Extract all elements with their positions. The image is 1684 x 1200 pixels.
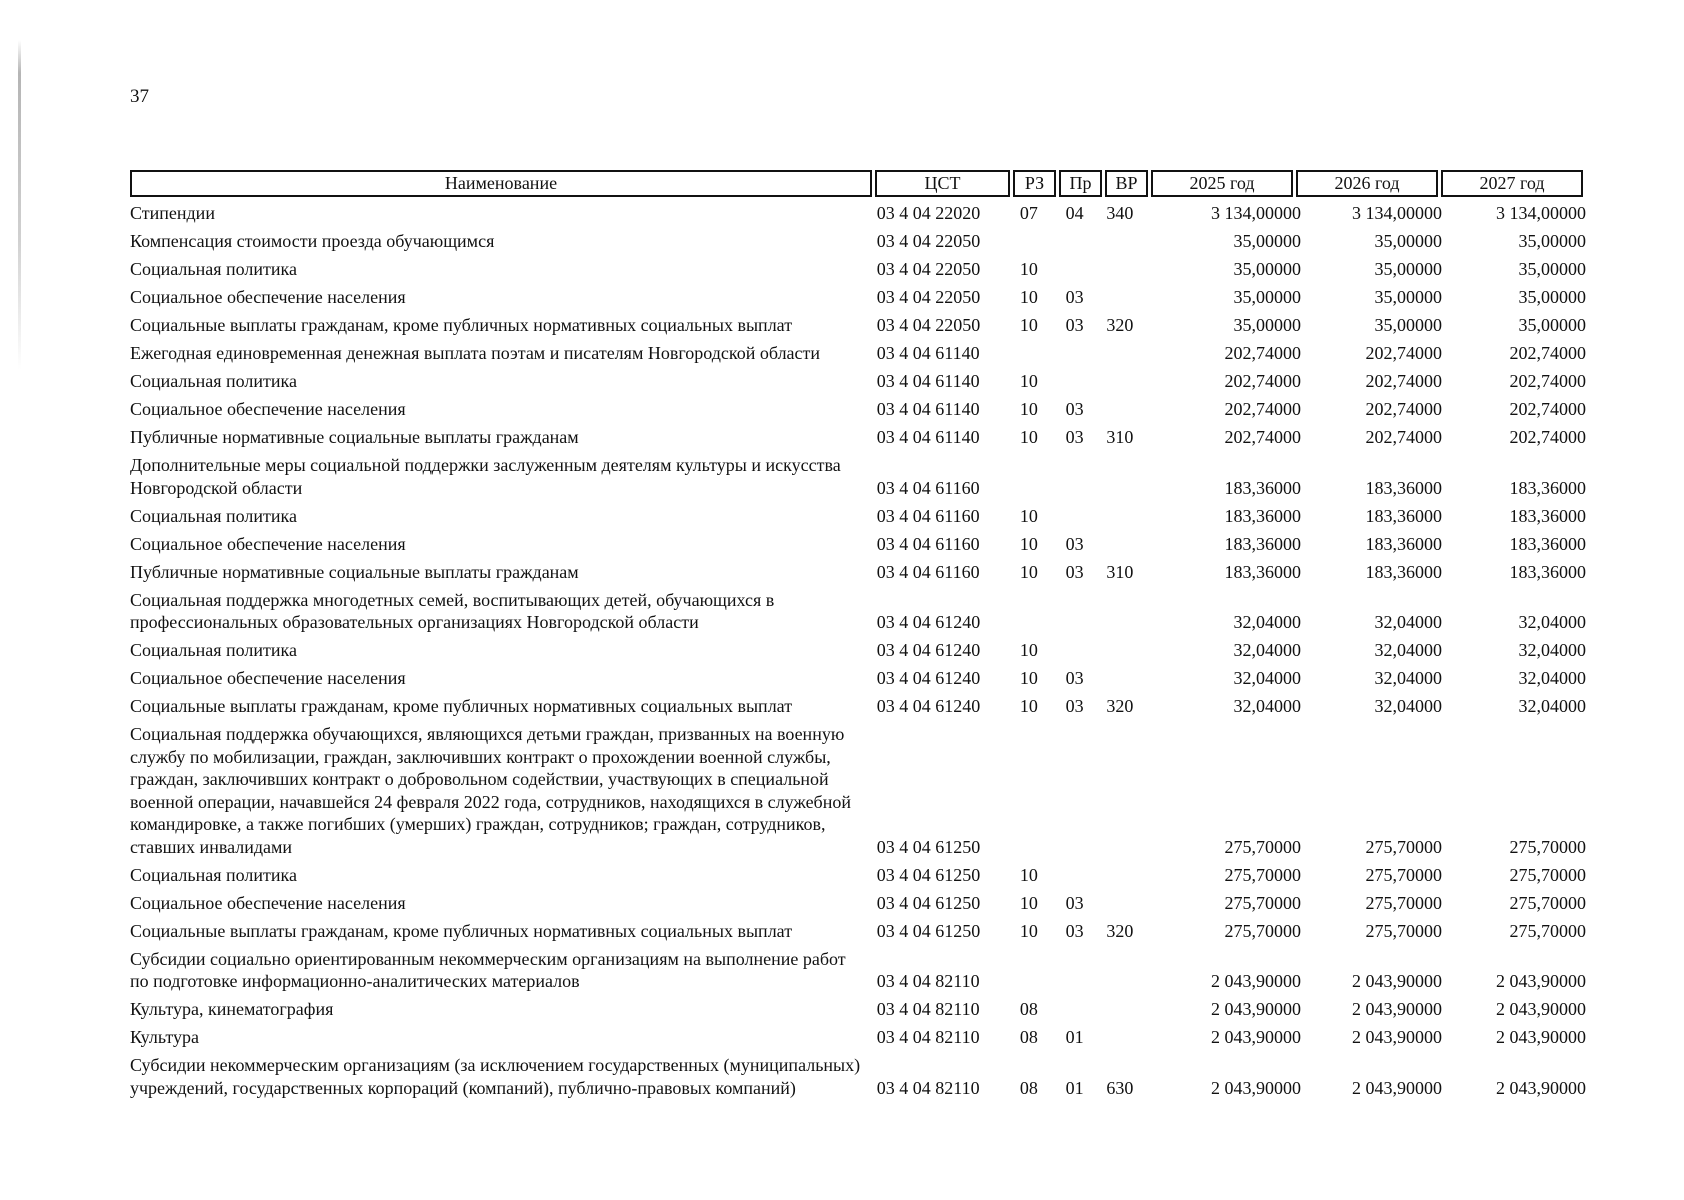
row-cst: 03 4 04 22020 [876, 203, 981, 223]
row-cst: 03 4 04 22050 [876, 315, 981, 335]
row-value-2025: 183,36000 [1224, 505, 1301, 526]
row-value-2025: 275,70000 [1224, 836, 1301, 857]
row-value-2025: 2 043,90000 [1210, 971, 1301, 991]
row-pr: 03 [1065, 668, 1084, 688]
row-cst: 03 4 04 22050 [876, 231, 981, 251]
row-cst: 03 4 04 22050 [876, 259, 981, 279]
row-cst: 03 4 04 22050 [876, 287, 981, 307]
row-value-2027: 202,74000 [1509, 371, 1586, 391]
row-value-2025: 275,70000 [1224, 920, 1301, 941]
row-cst: 03 4 04 61250 [876, 836, 981, 857]
row-name: Стипендии [130, 203, 215, 223]
row-rz: 07 [1019, 203, 1038, 223]
row-vr: 630 [1106, 1077, 1134, 1098]
row-value-2027: 32,04000 [1518, 696, 1586, 716]
row-value-2027: 2 043,90000 [1496, 1027, 1586, 1047]
row-rz: 10 [1019, 371, 1038, 391]
row-value-2027: 183,36000 [1509, 477, 1586, 498]
row-pr: 01 [1065, 1077, 1084, 1098]
table-row [130, 342, 1590, 365]
header-2025: 2025 год [1151, 170, 1293, 197]
row-value-2025: 35,00000 [1233, 259, 1301, 279]
row-cst: 03 4 04 61160 [876, 533, 980, 554]
row-value-2026: 275,70000 [1365, 892, 1442, 913]
table-row [130, 998, 1590, 1021]
table-row [130, 561, 1590, 584]
table-body [130, 202, 1590, 1105]
row-value-2025: 183,36000 [1224, 477, 1301, 498]
row-cst: 03 4 04 82110 [876, 1027, 980, 1047]
row-value-2025: 183,36000 [1224, 561, 1301, 582]
row-value-2026: 32,04000 [1374, 612, 1442, 632]
row-value-2026: 275,70000 [1365, 920, 1442, 941]
row-value-2025: 3 134,00000 [1210, 203, 1301, 223]
row-value-2025: 202,74000 [1224, 427, 1301, 447]
row-name: Социальные выплаты гражданам, кроме публичных нормативных социальных выплат [130, 315, 793, 335]
row-cst: 03 4 04 61240 [876, 640, 981, 660]
row-value-2025: 35,00000 [1233, 315, 1301, 335]
row-rz: 08 [1019, 1077, 1038, 1098]
row-vr: 340 [1106, 203, 1134, 223]
row-name: Культура [130, 1027, 199, 1047]
row-value-2026: 2 043,90000 [1351, 1077, 1442, 1098]
row-pr: 03 [1065, 892, 1084, 913]
table-header [130, 170, 1590, 197]
row-value-2027: 275,70000 [1509, 892, 1586, 913]
header-pr: Пр [1059, 170, 1102, 197]
row-rz: 10 [1019, 427, 1038, 447]
row-value-2025: 32,04000 [1233, 640, 1301, 660]
row-rz: 10 [1019, 533, 1038, 554]
row-cst: 03 4 04 61160 [876, 477, 980, 498]
row-name: Субсидии социально ориентированным некоммерческим организациям на выполнение работ по подготовке информационно-аналитических материалов [130, 948, 846, 991]
row-value-2027: 275,70000 [1509, 836, 1586, 857]
row-value-2026: 275,70000 [1365, 836, 1442, 857]
row-pr: 03 [1065, 427, 1084, 447]
table-row [130, 920, 1590, 943]
row-name: Социальная политика [130, 371, 297, 391]
row-name: Социальная поддержка многодетных семей, воспитывающих детей, обучающихся в профессиональных образовательных организациях Новгородской области [130, 589, 775, 632]
row-value-2025: 275,70000 [1224, 892, 1301, 913]
row-cst: 03 4 04 61140 [876, 371, 980, 391]
row-value-2025: 32,04000 [1233, 612, 1301, 632]
row-name: Социальные выплаты гражданам, кроме публичных нормативных социальных выплат [130, 920, 793, 941]
row-cst: 03 4 04 82110 [876, 971, 980, 991]
table-row [130, 286, 1590, 309]
row-value-2027: 183,36000 [1509, 561, 1586, 582]
row-value-2027: 183,36000 [1509, 505, 1586, 526]
row-cst: 03 4 04 61240 [876, 668, 981, 688]
scan-edge-mark [18, 40, 21, 370]
row-value-2026: 183,36000 [1365, 505, 1442, 526]
header-name: Наименование [130, 170, 872, 197]
table-row [130, 667, 1590, 690]
row-name: Социальное обеспечение населения [130, 533, 406, 554]
row-value-2027: 35,00000 [1518, 315, 1586, 335]
row-value-2025: 32,04000 [1233, 668, 1301, 688]
row-rz: 10 [1019, 259, 1038, 279]
row-cst: 03 4 04 61140 [876, 427, 980, 447]
row-value-2027: 2 043,90000 [1496, 1077, 1586, 1098]
row-rz: 08 [1019, 1027, 1038, 1047]
row-pr: 01 [1065, 1027, 1084, 1047]
row-pr: 03 [1065, 399, 1084, 419]
row-name: Социальная поддержка обучающихся, являющихся детьми граждан, призванных на военную службу по мобилизации, граждан, заключивших контракт о прохождении военной службы, граждан, заключивших контракт о добровольном содействии, участвующих в специальной военной операции, начавшейся 24 февраля 2022 года, сотрудников, находящихся в служебной командировке, а также погибших (умерших) граждан, сотрудников; граждан, сотрудников, ставших инвалидами [130, 724, 851, 857]
row-cst: 03 4 04 61140 [876, 343, 980, 363]
row-name: Публичные нормативные социальные выплаты гражданам [130, 561, 579, 582]
row-pr: 03 [1065, 287, 1084, 307]
row-value-2026: 3 134,00000 [1351, 203, 1442, 223]
row-pr: 04 [1065, 203, 1084, 223]
row-pr: 03 [1065, 696, 1084, 716]
row-value-2025: 32,04000 [1233, 696, 1301, 716]
row-cst: 03 4 04 61250 [876, 864, 981, 885]
row-rz: 10 [1019, 668, 1038, 688]
row-rz: 10 [1019, 640, 1038, 660]
row-rz: 10 [1019, 696, 1038, 716]
row-value-2027: 202,74000 [1509, 343, 1586, 363]
row-value-2026: 2 043,90000 [1351, 1027, 1442, 1047]
row-value-2027: 183,36000 [1509, 533, 1586, 554]
row-name: Публичные нормативные социальные выплаты гражданам [130, 427, 579, 447]
row-name: Компенсация стоимости проезда обучающимся [130, 231, 495, 251]
row-value-2026: 2 043,90000 [1351, 971, 1442, 991]
row-name: Социальное обеспечение населения [130, 399, 406, 419]
row-value-2026: 202,74000 [1365, 427, 1442, 447]
row-value-2027: 35,00000 [1518, 259, 1586, 279]
table-row [130, 695, 1590, 718]
row-value-2027: 35,00000 [1518, 287, 1586, 307]
row-value-2026: 275,70000 [1365, 864, 1442, 885]
row-cst: 03 4 04 82110 [876, 999, 980, 1019]
table-row [130, 948, 1590, 993]
row-value-2026: 202,74000 [1365, 399, 1442, 419]
header-cst: ЦСТ [875, 170, 1010, 197]
header-rz: РЗ [1013, 170, 1056, 197]
row-value-2025: 35,00000 [1233, 287, 1301, 307]
row-cst: 03 4 04 82110 [876, 1077, 980, 1098]
row-vr: 320 [1106, 315, 1134, 335]
table-row [130, 505, 1590, 528]
row-value-2027: 275,70000 [1509, 864, 1586, 885]
header-2027: 2027 год [1441, 170, 1583, 197]
row-cst: 03 4 04 61160 [876, 505, 980, 526]
row-vr: 310 [1106, 561, 1134, 582]
row-name: Ежегодная единовременная денежная выплата поэтам и писателям Новгородской области [130, 343, 821, 363]
row-value-2026: 32,04000 [1374, 668, 1442, 688]
row-pr: 03 [1065, 920, 1084, 941]
row-name: Социальная политика [130, 640, 297, 660]
row-rz: 10 [1019, 864, 1038, 885]
row-value-2026: 183,36000 [1365, 477, 1442, 498]
table-row [130, 426, 1590, 449]
row-value-2027: 2 043,90000 [1496, 999, 1586, 1019]
row-value-2026: 183,36000 [1365, 533, 1442, 554]
row-rz: 10 [1019, 505, 1038, 526]
table-row [130, 1054, 1590, 1099]
row-vr: 310 [1106, 427, 1134, 447]
row-name: Социальное обеспечение населения [130, 892, 406, 913]
row-rz: 10 [1019, 920, 1038, 941]
row-value-2026: 32,04000 [1374, 640, 1442, 660]
row-cst: 03 4 04 61160 [876, 561, 980, 582]
row-name: Социальная политика [130, 259, 297, 279]
row-name: Социальное обеспечение населения [130, 287, 406, 307]
row-value-2025: 202,74000 [1224, 343, 1301, 363]
row-value-2026: 202,74000 [1365, 371, 1442, 391]
row-value-2025: 2 043,90000 [1210, 1077, 1301, 1098]
row-value-2027: 35,00000 [1518, 231, 1586, 251]
table-row [130, 589, 1590, 634]
table-row [130, 892, 1590, 915]
table-row [130, 864, 1590, 887]
row-value-2025: 202,74000 [1224, 399, 1301, 419]
header-vr: ВР [1105, 170, 1148, 197]
row-value-2025: 275,70000 [1224, 864, 1301, 885]
row-cst: 03 4 04 61140 [876, 399, 980, 419]
table-row [130, 1026, 1590, 1049]
row-pr: 03 [1065, 533, 1084, 554]
row-name: Субсидии некоммерческим организациям (за исключением государственных (муниципальных) учреждений, государственных корпораций (компаний), публично-правовых компаний) [130, 1055, 861, 1098]
row-value-2027: 275,70000 [1509, 920, 1586, 941]
table-row [130, 314, 1590, 337]
row-value-2026: 35,00000 [1374, 287, 1442, 307]
header-2026: 2026 год [1296, 170, 1438, 197]
row-value-2027: 2 043,90000 [1496, 971, 1586, 991]
row-value-2027: 32,04000 [1518, 640, 1586, 660]
row-value-2027: 202,74000 [1509, 427, 1586, 447]
row-vr: 320 [1106, 696, 1134, 716]
row-pr: 03 [1065, 315, 1084, 335]
row-name: Культура, кинематография [130, 999, 334, 1019]
row-rz: 10 [1019, 315, 1038, 335]
row-value-2026: 183,36000 [1365, 561, 1442, 582]
row-name: Дополнительные меры социальной поддержки заслуженным деятелям культуры и искусства Новгородской области [130, 455, 841, 498]
row-cst: 03 4 04 61250 [876, 892, 981, 913]
table-row [130, 202, 1590, 225]
row-name: Социальные выплаты гражданам, кроме публичных нормативных социальных выплат [130, 696, 793, 716]
row-value-2026: 32,04000 [1374, 696, 1442, 716]
table-row [130, 370, 1590, 393]
table-row [130, 723, 1590, 858]
row-rz: 10 [1019, 287, 1038, 307]
row-value-2027: 32,04000 [1518, 612, 1586, 632]
table-row [130, 398, 1590, 421]
row-vr: 320 [1106, 920, 1134, 941]
table-row [130, 454, 1590, 499]
row-value-2026: 35,00000 [1374, 315, 1442, 335]
row-cst: 03 4 04 61240 [876, 612, 981, 632]
row-name: Социальная политика [130, 505, 297, 526]
row-value-2026: 202,74000 [1365, 343, 1442, 363]
row-cst: 03 4 04 61240 [876, 696, 981, 716]
row-name: Социальное обеспечение населения [130, 668, 406, 688]
page-number: 37 [130, 86, 149, 107]
table-row [130, 533, 1590, 556]
row-rz: 08 [1019, 999, 1038, 1019]
table-row [130, 258, 1590, 281]
row-value-2027: 202,74000 [1509, 399, 1586, 419]
row-value-2025: 35,00000 [1233, 231, 1301, 251]
row-value-2026: 2 043,90000 [1351, 999, 1442, 1019]
row-rz: 10 [1019, 399, 1038, 419]
row-value-2026: 35,00000 [1374, 231, 1442, 251]
table-row [130, 639, 1590, 662]
row-value-2025: 183,36000 [1224, 533, 1301, 554]
row-value-2025: 202,74000 [1224, 371, 1301, 391]
row-value-2027: 32,04000 [1518, 668, 1586, 688]
row-value-2026: 35,00000 [1374, 259, 1442, 279]
row-value-2025: 2 043,90000 [1210, 999, 1301, 1019]
row-value-2027: 3 134,00000 [1496, 203, 1586, 223]
row-rz: 10 [1019, 561, 1038, 582]
table-row [130, 230, 1590, 253]
row-value-2025: 2 043,90000 [1210, 1027, 1301, 1047]
row-name: Социальная политика [130, 864, 297, 885]
row-rz: 10 [1019, 892, 1038, 913]
row-pr: 03 [1065, 561, 1084, 582]
row-cst: 03 4 04 61250 [876, 920, 981, 941]
